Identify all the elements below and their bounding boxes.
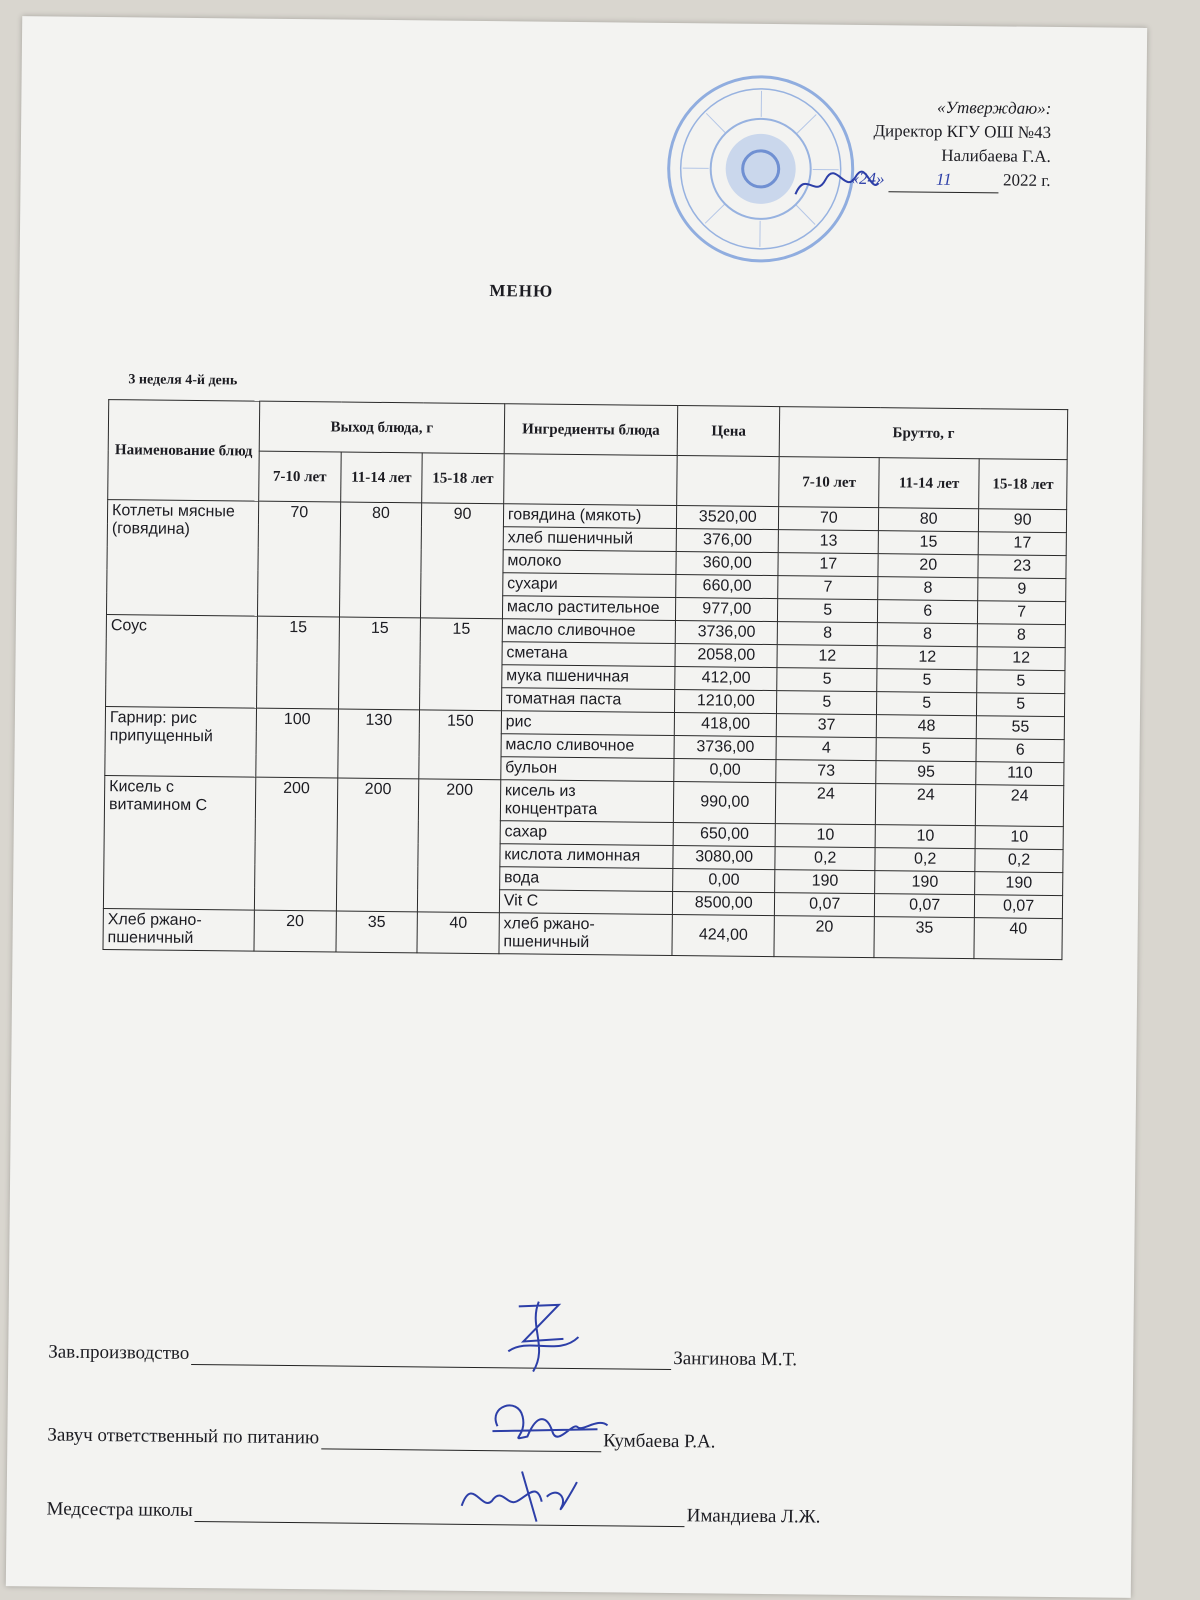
- signature-row-nurse: [46, 1498, 820, 1528]
- ingredient-name: кислота лимонная: [500, 844, 674, 869]
- ingredient-gross: 7: [778, 576, 878, 600]
- ingredient-gross: 23: [978, 555, 1066, 579]
- ingredient-price: 8500,00: [673, 892, 775, 916]
- dish-yield: 150: [419, 710, 501, 780]
- dish-name: Котлеты мясные (говядина): [106, 500, 258, 617]
- page-title: МЕНЮ: [489, 281, 554, 301]
- menu-table: [102, 399, 1068, 960]
- ingredient-gross: 5: [777, 668, 877, 692]
- menu-table-body: [103, 500, 1067, 960]
- ingredient-gross: 24: [776, 783, 876, 825]
- header-gross-age-7-10: 7-10 лет: [779, 457, 879, 508]
- ingredient-gross: 4: [776, 737, 876, 761]
- ingredient-gross: 8: [977, 624, 1065, 648]
- ingredient-gross: 48: [876, 715, 976, 739]
- ingredient-name: рис: [501, 711, 675, 736]
- dish-yield: 15: [420, 618, 503, 711]
- ingredient-gross: 12: [977, 647, 1065, 671]
- ingredient-name: бульон: [501, 757, 675, 782]
- ingredient-name: сахар: [500, 821, 674, 846]
- ingredient-name: хлеб ржано-пшеничный: [499, 913, 673, 956]
- dish-yield: 15: [338, 617, 421, 710]
- dish-yield: 35: [336, 911, 418, 953]
- dish-yield: 80: [339, 502, 422, 618]
- ingredient-price: 0,00: [673, 869, 775, 893]
- ingredient-gross: 8: [878, 577, 978, 601]
- header-yield-age-7-10: 7-10 лет: [259, 451, 341, 502]
- ingredient-gross: 70: [779, 507, 879, 531]
- dish-yield: 130: [337, 709, 419, 779]
- ingredient-name: масло растительное: [502, 596, 676, 621]
- ingredient-gross: 0,07: [875, 894, 975, 918]
- dish-yield: 200: [418, 779, 501, 913]
- ingredient-price: 376,00: [676, 529, 778, 553]
- ingredient-price: 977,00: [676, 598, 778, 622]
- ingredient-gross: 17: [778, 553, 878, 577]
- ingredient-name: мука пшеничная: [502, 665, 676, 690]
- ingredient-gross: 35: [874, 917, 974, 959]
- ingredient-gross: 20: [878, 554, 978, 578]
- signature-name: Имандиева Л.Ж.: [686, 1505, 821, 1528]
- ingredient-name: кисель из концентрата: [500, 780, 674, 823]
- ingredient-price: 360,00: [676, 552, 778, 576]
- ingredient-gross: 6: [976, 739, 1064, 763]
- dish-yield: 200: [254, 777, 337, 911]
- ingredient-gross: 0,2: [875, 848, 975, 872]
- ingredient-gross: 0,07: [975, 895, 1063, 919]
- signature-role: Зав.производство: [48, 1341, 190, 1364]
- ingredient-name: хлеб пшеничный: [503, 527, 677, 552]
- dish-yield: 90: [421, 503, 504, 619]
- ingredient-gross: 8: [877, 623, 977, 647]
- dish-yield: 100: [256, 708, 338, 778]
- ingredient-name: масло сливочное: [502, 619, 676, 644]
- ingredient-gross: 17: [978, 532, 1066, 556]
- signature-role: Завуч ответственный по питанию: [47, 1424, 320, 1449]
- table-row: [104, 776, 1063, 827]
- dish-yield: 200: [336, 778, 419, 912]
- header-price: Цена: [677, 406, 780, 457]
- ingredient-gross: 5: [877, 692, 977, 716]
- signature-row-production: [48, 1341, 797, 1371]
- ingredient-gross: 190: [875, 871, 975, 895]
- director-title: Директор КГУ ОШ №43: [873, 121, 1052, 142]
- header-yield-age-11-14: 11-14 лет: [340, 452, 422, 503]
- ingredient-gross: 190: [775, 870, 875, 894]
- ingredient-name: говядина (мякоть): [503, 504, 677, 529]
- ingredient-gross: 20: [774, 916, 874, 958]
- dish-name: Соус: [106, 615, 258, 709]
- header-empty-ingredients: [503, 454, 677, 506]
- ingredient-gross: 110: [976, 762, 1064, 786]
- dish-name: Гарнир: рис припущенный: [105, 707, 257, 778]
- ingredient-price: 418,00: [674, 713, 776, 737]
- ingredient-price: 2058,00: [675, 644, 777, 668]
- header-yield-age-15-18: 15-18 лет: [422, 453, 504, 504]
- ingredient-gross: 0,2: [775, 847, 875, 871]
- ingredient-price: 424,00: [672, 915, 774, 957]
- ingredient-gross: 73: [776, 760, 876, 784]
- dish-name: Хлеб ржано-пшеничный: [103, 909, 254, 952]
- signature-nutrition-scribble: [477, 1386, 618, 1457]
- date-month: 11: [889, 167, 999, 193]
- ingredient-name: молоко: [503, 550, 677, 575]
- date-year: 2022 г.: [1002, 170, 1051, 190]
- ingredient-gross: 5: [777, 691, 877, 715]
- ingredient-gross: 24: [876, 784, 976, 826]
- ingredient-gross: 80: [879, 508, 979, 532]
- ingredient-gross: 40: [974, 918, 1062, 960]
- dish-yield: 20: [254, 910, 336, 952]
- ingredient-gross: 10: [975, 826, 1063, 850]
- ingredient-price: 412,00: [675, 667, 777, 691]
- header-gross-age-15-18: 15-18 лет: [979, 459, 1067, 510]
- ingredient-price: 1210,00: [675, 690, 777, 714]
- ingredient-name: вода: [499, 867, 673, 892]
- ingredient-name: сметана: [502, 642, 676, 667]
- date-day: «24»: [850, 168, 885, 189]
- header-yield: Выход блюда, г: [259, 401, 504, 454]
- ingredient-gross: 15: [878, 531, 978, 555]
- ingredient-price: 0,00: [674, 759, 776, 783]
- ingredient-gross: 24: [976, 785, 1064, 827]
- ingredient-gross: 6: [878, 600, 978, 624]
- ingredient-name: Vit C: [499, 890, 673, 915]
- ingredient-gross: 37: [776, 714, 876, 738]
- ingredient-gross: 12: [777, 645, 877, 669]
- ingredient-gross: 8: [777, 622, 877, 646]
- ingredient-gross: 95: [876, 761, 976, 785]
- ingredient-name: сухари: [503, 573, 677, 598]
- signature-name: Кумбаева Р.А.: [603, 1430, 716, 1453]
- signature-nurse-scribble: [451, 1461, 582, 1532]
- header-gross-age-11-14: 11-14 лет: [879, 458, 979, 509]
- ingredient-gross: 0,2: [975, 849, 1063, 873]
- ingredient-gross: 10: [875, 825, 975, 849]
- header-ingredients: Ингредиенты блюда: [504, 404, 678, 456]
- ingredient-gross: 0,07: [775, 893, 875, 917]
- ingredient-gross: 5: [977, 693, 1065, 717]
- ingredient-price: 3080,00: [673, 846, 775, 870]
- director-signature: [790, 164, 880, 205]
- header-gross: Брутто, г: [779, 407, 1067, 460]
- director-name: Налибаева Г.А.: [941, 145, 1051, 166]
- ingredient-gross: 5: [876, 738, 976, 762]
- document-sheet: [6, 16, 1147, 1598]
- table-row: [103, 909, 1062, 960]
- ingredient-price: 3520,00: [677, 506, 779, 530]
- header-empty-price: [677, 456, 780, 507]
- ingredient-gross: 7: [978, 601, 1066, 625]
- signature-production-scribble: [488, 1296, 589, 1377]
- ingredient-price: 660,00: [676, 575, 778, 599]
- dish-yield: 40: [417, 912, 499, 954]
- ingredient-name: томатная паста: [501, 688, 675, 713]
- approval-heading: «Утверждаю»:: [936, 97, 1052, 118]
- signature-role: Медсестра школы: [46, 1498, 193, 1522]
- dish-yield: 15: [257, 616, 340, 709]
- dish-yield: 70: [257, 501, 340, 617]
- ingredient-gross: 5: [877, 669, 977, 693]
- ingredient-price: 3736,00: [675, 621, 777, 645]
- ingredient-gross: 12: [877, 646, 977, 670]
- week-day-label: 3 неделя 4-й день: [128, 372, 238, 389]
- ingredient-gross: 90: [979, 509, 1067, 533]
- signature-name: Зангинова М.Т.: [673, 1348, 798, 1371]
- ingredient-gross: 190: [975, 872, 1063, 896]
- ingredient-gross: 10: [775, 824, 875, 848]
- ingredient-gross: 5: [977, 670, 1065, 694]
- ingredient-name: масло сливочное: [501, 734, 675, 759]
- ingredient-gross: 55: [976, 716, 1064, 740]
- header-dish-name: Наименование блюд: [108, 400, 260, 502]
- ingredient-gross: 9: [978, 578, 1066, 602]
- ingredient-gross: 5: [778, 599, 878, 623]
- ingredient-gross: 13: [778, 530, 878, 554]
- dish-name: Кисель с витамином С: [103, 776, 255, 911]
- ingredient-price: 990,00: [674, 782, 776, 824]
- ingredient-price: 650,00: [673, 823, 775, 847]
- ingredient-price: 3736,00: [674, 736, 776, 760]
